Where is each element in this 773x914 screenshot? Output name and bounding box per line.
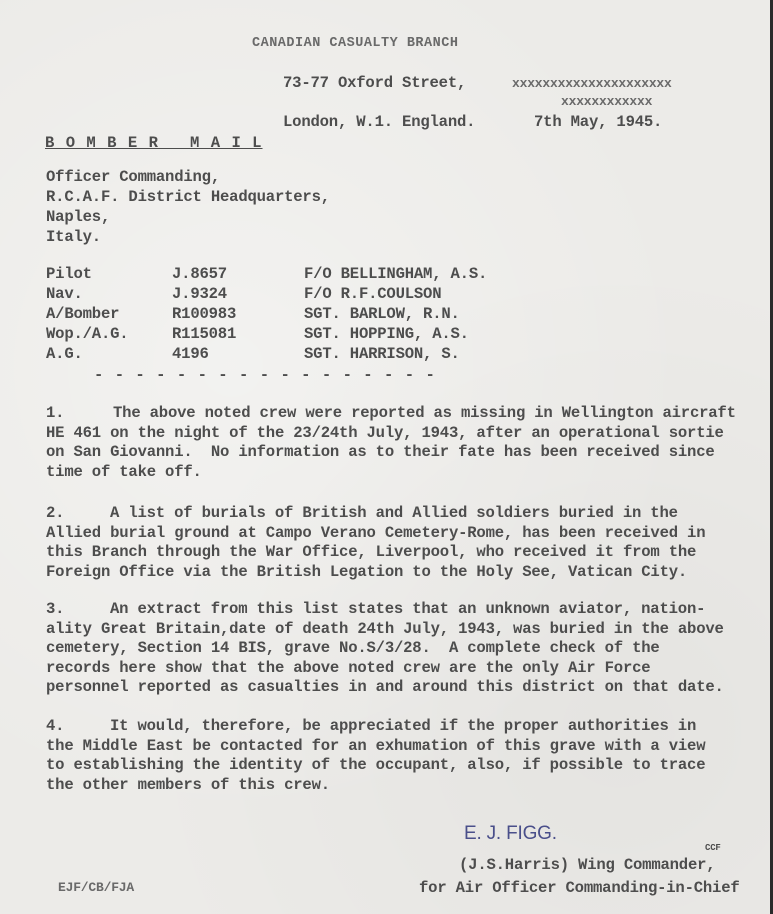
paragraph-line: Foreign Office via the British Legation to the Holy See, Vatican City. — [46, 562, 688, 581]
paragraph-line: on San Giovanni. No information as to their fate has been received since — [46, 443, 715, 461]
paragraph-line: to establishing the identity of the occupant, also, if possible to trace — [46, 756, 706, 774]
crew-number: J.9324 — [172, 285, 227, 303]
signatory-note: CCF — [705, 843, 721, 853]
divider-dashes: - - - - - - - - - - - - - - - - - — [94, 366, 436, 384]
crew-number: 4196 — [172, 345, 209, 363]
branch-heading: CANADIAN CASUALTY BRANCH — [252, 36, 459, 51]
recipient-line: Italy. — [46, 228, 101, 246]
crew-role: A.G. — [46, 345, 83, 363]
paragraph-number: 1. — [46, 404, 65, 422]
signature-stamp: E. J. FIGG. — [464, 823, 557, 844]
bomber-mail-heading: B O M B E R M A I L — [45, 134, 263, 152]
recipient-line: R.C.A.F. District Headquarters, — [46, 188, 330, 206]
crew-name: F/O BELLINGHAM, A.S. — [304, 265, 488, 283]
crew-number: R100983 — [172, 305, 237, 323]
address-line-2: London, W.1. England. — [283, 113, 476, 131]
paragraph-number: 3. — [46, 600, 65, 618]
signatory: (J.S.Harris) Wing Commander, — [459, 856, 716, 874]
crew-number: R115081 — [172, 325, 237, 343]
paragraph-line: the other members of this crew. — [46, 775, 330, 794]
paragraph-line: An extract from this list states that an unknown aviator, nation- — [110, 600, 706, 618]
struck-text-2: xxxxxxxxxxxx — [561, 94, 653, 109]
crew-role: Pilot — [46, 265, 92, 283]
address-line-1: 73-77 Oxford Street, — [283, 74, 467, 92]
crew-name: SGT. HARRISON, S. — [304, 345, 460, 363]
recipient-line: Officer Commanding, — [46, 168, 220, 186]
crew-name: SGT. HOPPING, A.S. — [304, 325, 469, 343]
paragraph-line: this Branch through the War Office, Liverpool, who received it from the — [46, 543, 697, 561]
signatory-on-behalf: for Air Officer Commanding-in-Chief — [419, 879, 740, 897]
paragraph-line: the Middle East be contacted for an exhumation of this grave with a view — [46, 736, 706, 755]
recipient-line: Naples, — [46, 208, 111, 226]
paragraph-line: HE 461 on the night of the 23/24th July, 1943, after an operational sortie — [46, 423, 724, 442]
paragraph-line: personnel reported as casualties in and around this district on that date. — [46, 678, 724, 696]
paragraph-line: Allied burial ground at Campo Verano Cemetery-Rome, has been received in — [46, 523, 706, 542]
crew-name: F/O R.F.COULSON — [304, 285, 442, 303]
crew-role: A/Bomber — [46, 305, 120, 323]
paragraph-number: 2. — [46, 504, 65, 522]
paragraph-line: The above noted crew were reported as missing in Wellington aircraft — [113, 404, 736, 422]
reference-code: EJF/CB/FJA — [58, 880, 135, 895]
crew-number: J.8657 — [172, 265, 227, 283]
paragraph-line: It would, therefore, be appreciated if the proper authorities in — [110, 717, 697, 735]
crew-name: SGT. BARLOW, R.N. — [304, 305, 460, 323]
paragraph-line: time of take off. — [46, 462, 202, 481]
crew-role: Wop./A.G. — [46, 325, 129, 343]
paragraph-line: records here show that the above noted crew are the only Air Force — [46, 658, 651, 677]
paragraph-line: ality Great Britain,date of death 24th July, 1943, was buried in the above — [46, 619, 724, 638]
letter-date: 7th May, 1945. — [534, 113, 663, 131]
struck-text-1: xxxxxxxxxxxxxxxxxxxxx — [512, 76, 672, 91]
crew-role: Nav. — [46, 285, 83, 303]
paragraph-line: A list of burials of British and Allied soldiers buried in the — [110, 504, 678, 522]
paragraph-number: 4. — [46, 717, 65, 735]
paragraph-line: cemetery, Section 14 BIS, grave No.S/3/28. A complete check of the — [46, 639, 660, 657]
